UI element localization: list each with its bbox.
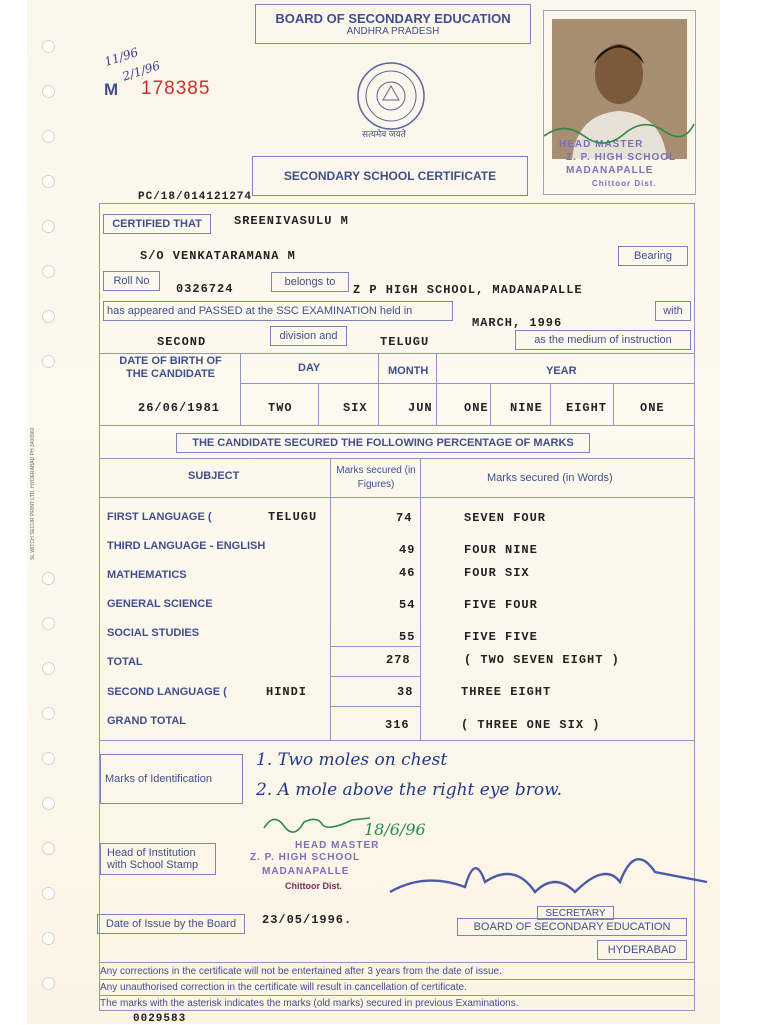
headmaster-stamp-line3: MADANAPALLE [262, 866, 350, 877]
school-name: Z P HIGH SCHOOL, MADANAPALLE [353, 283, 583, 297]
identification-mark-1: 1. Two moles on chest [256, 750, 448, 770]
marks-col-divider [420, 458, 421, 740]
punch-hole [42, 617, 55, 630]
dob-year-word: ONE [464, 401, 489, 415]
marks-grand-line [330, 706, 420, 707]
marks-figure: 74 [396, 511, 413, 525]
footer-note-1: Any corrections in the certificate will not be entertained after 3 years from the date of issue. [100, 966, 502, 977]
state-title: ANDHRA PRADESH [346, 26, 440, 37]
subject-name: MATHEMATICS [107, 569, 187, 581]
marks-figure: 38 [397, 685, 414, 699]
dob-divider [490, 383, 491, 425]
marks-col-divider [330, 458, 331, 740]
bottom-number: 0029583 [133, 1013, 187, 1025]
dob-year-word: ONE [640, 401, 665, 415]
punch-hole [42, 40, 55, 53]
dob-bottom-line [100, 425, 694, 426]
marks-words: FIVE FOUR [464, 598, 538, 612]
photo-stamp-line4: Chittoor Dist. [592, 179, 657, 188]
serial-prefix: M [104, 80, 119, 99]
subject-language: HINDI [266, 685, 308, 699]
col-words-header: Marks secured (in Words) [487, 472, 613, 484]
col-figures-header: Marks secured (in Figures) [336, 465, 416, 490]
subject-name: SOCIAL STUDIES [107, 627, 200, 639]
parent-name: S/O VENKATARAMANA M [140, 249, 296, 263]
subject-name: FIRST LANGUAGE ( [107, 511, 212, 523]
dob-day-label: DAY [298, 362, 321, 374]
dob-date: 26/06/1981 [138, 401, 221, 415]
dob-mid-line [240, 383, 694, 384]
marks-heading: THE CANDIDATE SECURED THE FOLLOWING PERCENTAGE OF MARKS [176, 433, 590, 453]
headmaster-signature-icon [262, 808, 372, 838]
punch-hole [42, 310, 55, 323]
footer-note-3: The marks with the asterisk indicates the marks (old marks) secured in previous Examinations. [100, 998, 519, 1009]
marks-words: SEVEN FOUR [464, 511, 547, 525]
marks-figure: 278 [386, 653, 411, 667]
issue-date-label: Date of Issue by the Board [97, 914, 245, 934]
certificate-title: SECONDARY SCHOOL CERTIFICATE [283, 169, 497, 183]
roll-label: Roll No [103, 271, 160, 291]
identification-mark-2: 2. A mole above the right eye brow. [256, 780, 563, 800]
col-subject-header: SUBJECT [188, 470, 240, 482]
belongs-label: belongs to [271, 272, 349, 292]
medium-value: TELUGU [380, 335, 430, 349]
dob-month-label: MONTH [388, 365, 429, 377]
marks-total-line [330, 676, 420, 677]
subject-name: GRAND TOTAL [107, 715, 187, 727]
headmaster-stamp-line4: Chittoor Dist. [285, 881, 342, 891]
serial-number: 178385 [141, 78, 211, 99]
dob-year-label: YEAR [546, 365, 577, 377]
headmaster-stamp-line1: HEAD MASTER [295, 840, 380, 851]
candidate-name: SREENIVASULU M [234, 214, 349, 228]
headmaster-stamp-line2: Z. P. HIGH SCHOOL [250, 852, 361, 863]
punch-hole [42, 977, 55, 990]
footer-line [100, 979, 694, 980]
photo-signature-icon [544, 116, 697, 156]
marks-words: FOUR NINE [464, 543, 538, 557]
marks-bottom-line [100, 740, 694, 741]
exam-month: MARCH, 1996 [472, 316, 563, 330]
dob-divider [318, 383, 319, 425]
dob-month-word: JUN [408, 401, 433, 415]
secretary-signature-icon [385, 832, 710, 917]
dob-divider [550, 383, 551, 425]
candidate-photo-frame [543, 10, 696, 195]
marks-words: THREE EIGHT [461, 685, 552, 699]
passed-label: has appeared and PASSED at the SSC EXAMINATION held in [103, 301, 453, 321]
punch-hole [42, 220, 55, 233]
issue-date: 23/05/1996. [262, 913, 353, 927]
punch-hole [42, 130, 55, 143]
dob-year-word: NINE [510, 401, 543, 415]
marks-header-line [100, 497, 694, 498]
roll-number: 0326724 [176, 282, 234, 296]
identification-label: Marks of Identification [100, 754, 243, 804]
subject-language: TELUGU [268, 510, 318, 524]
dob-day-word: SIX [343, 401, 368, 415]
dob-divider [436, 353, 437, 425]
subject-name: SECOND LANGUAGE ( [107, 686, 227, 698]
punch-hole [42, 355, 55, 368]
handwritten-ref-1: 11/96 [102, 44, 140, 70]
marks-words: ( TWO SEVEN EIGHT ) [464, 653, 620, 667]
division-label: division and [270, 326, 347, 346]
marks-figure: 316 [385, 718, 410, 732]
footer-line [100, 995, 694, 996]
footer-note-2: Any unauthorised correction in the certificate will result in cancellation of certificate. [100, 982, 467, 993]
certificate-title-box [252, 156, 528, 196]
punch-hole [42, 707, 55, 720]
with-label: with [655, 301, 691, 321]
marks-words: FOUR SIX [464, 566, 530, 580]
photo-stamp-line2: Z. P. HIGH SCHOOL [566, 152, 677, 163]
punch-hole [42, 662, 55, 675]
punch-hole [42, 572, 55, 585]
marks-figure: 54 [399, 598, 416, 612]
marks-total-line [330, 646, 420, 647]
board-title-box [255, 4, 531, 44]
punch-hole [42, 85, 55, 98]
subject-name: TOTAL [107, 656, 143, 668]
medium-label: as the medium of instruction [515, 330, 691, 350]
certified-label: CERTIFIED THAT [103, 214, 211, 234]
secretary-label: SECRETARY [537, 906, 614, 920]
subject-name: THIRD LANGUAGE - ENGLISH [107, 540, 266, 552]
marks-words: ( THREE ONE SIX ) [461, 718, 601, 732]
handwritten-ref-2: 2/1/96 [120, 58, 162, 84]
board-title: BOARD OF SECONDARY EDUCATION [275, 11, 511, 26]
dob-label: DATE OF BIRTH OF THE CANDIDATE [119, 355, 222, 380]
dob-divider [378, 353, 379, 425]
punch-hole [42, 752, 55, 765]
headmaster-label: Head of Institution with School Stamp [100, 843, 216, 875]
punch-hole [42, 265, 55, 278]
headmaster-sign-date: 18/6/96 [364, 820, 426, 839]
file-number: PC/18/014121274 [138, 191, 253, 203]
dob-top-line [100, 353, 694, 354]
footer-line [100, 962, 694, 963]
secretary-city-label: HYDERABAD [597, 940, 687, 960]
punch-hole [42, 175, 55, 188]
division-value: SECOND [157, 335, 207, 349]
punch-hole [42, 797, 55, 810]
punch-hole [42, 887, 55, 900]
marks-words: FIVE FIVE [464, 630, 538, 644]
emblem-seal-icon [356, 58, 426, 138]
dob-divider [240, 353, 241, 425]
seal-motto: सत्यमेव जयते [362, 129, 406, 139]
marks-figure: 46 [399, 566, 416, 580]
dob-divider [613, 383, 614, 425]
dob-year-word: EIGHT [566, 401, 608, 415]
punch-hole [42, 932, 55, 945]
punch-hole [42, 842, 55, 855]
side-print: SL WITCH SECUR PRINT LTD, HYDERABAD PH 3400960 [30, 427, 36, 560]
marks-top-line [100, 458, 694, 459]
secretary-board-label: BOARD OF SECONDARY EDUCATION [457, 918, 687, 936]
dob-day-word: TWO [268, 401, 293, 415]
subject-name: GENERAL SCIENCE [107, 598, 213, 610]
marks-figure: 55 [399, 630, 416, 644]
bearing-label: Bearing [618, 246, 688, 266]
photo-stamp-line3: MADANAPALLE [566, 165, 654, 176]
photo-stamp-line1: HEAD MASTER [559, 139, 644, 150]
marks-figure: 49 [399, 543, 416, 557]
